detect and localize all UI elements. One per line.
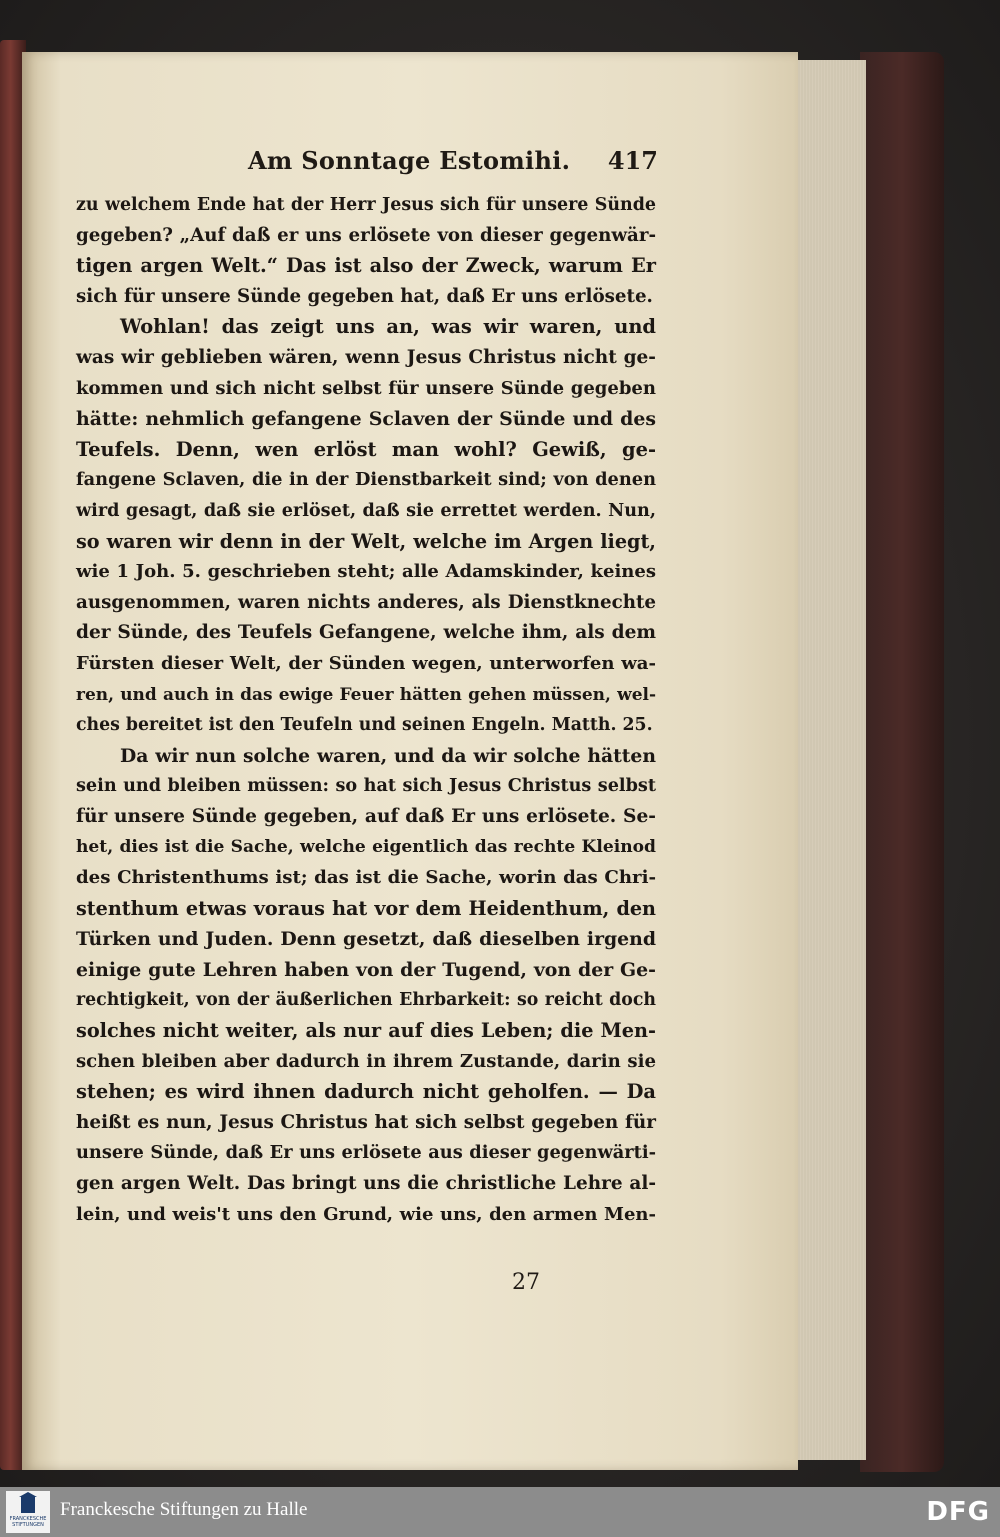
- book-cover-right: [860, 52, 944, 1472]
- text-line: lein, und weis't uns den Grund, wie uns, den armen Men-: [76, 1203, 656, 1225]
- text-line: gen argen Welt. Das bringt uns die christliche Lehre al-: [76, 1173, 656, 1194]
- text-line: zu welchem Ende hat der Herr Jesus sich für unsere Sünde: [76, 195, 656, 215]
- text-line: solches nicht weiter, als nur auf dies Leben; die Men-: [76, 1019, 656, 1043]
- page-edges: [790, 60, 866, 1460]
- text-line: sein und bleiben müssen: so hat sich Jesus Christus selbst: [76, 775, 656, 797]
- text-line: gegeben? „Auf daß er uns erlösete von dieser gegenwär-: [76, 224, 656, 246]
- text-line: stehen; es wird ihnen dadurch nicht geholfen. — Da: [76, 1080, 656, 1104]
- text-line: was wir geblieben wären, wenn Jesus Christus nicht ge-: [76, 346, 656, 368]
- text-line: Wohlan! das zeigt uns an, was wir waren, und: [120, 315, 656, 339]
- text-line: sich für unsere Sünde gegeben hat, daß Er uns erlösete.: [76, 285, 653, 307]
- text-line: kommen und sich nicht selbst für unsere Sünde gegeben: [76, 377, 656, 399]
- text-line: so waren wir denn in der Welt, welche im Argen liegt,: [76, 529, 656, 553]
- text-line: Fürsten dieser Welt, der Sünden wegen, unterworfen wa-: [76, 652, 656, 674]
- text-line: schen bleiben aber dadurch in ihrem Zustande, darin sie: [76, 1050, 656, 1072]
- text-line: tigen argen Welt.“ Das ist also der Zweck, warum Er: [76, 254, 656, 278]
- text-line: für unsere Sünde gegeben, auf daß Er uns erlösete. Se-: [76, 805, 656, 827]
- signature-mark: 27: [512, 1270, 540, 1295]
- logo-text: FRANCKESCHE STIFTUNGEN: [9, 1516, 47, 1528]
- text-line: fangene Sclaven, die in der Dienstbarkeit sind; von denen: [76, 469, 656, 491]
- text-line: Türken und Juden. Denn gesetzt, daß dieselben irgend: [76, 928, 656, 951]
- text-line: Teufels. Denn, wen erlöst man wohl? Gewiß, ge-: [76, 437, 656, 461]
- text-line: wird gesagt, daß sie erlöset, daß sie errettet werden. Nun,: [76, 499, 656, 521]
- running-title: Am Sonntage Estomihi.: [248, 146, 571, 175]
- footer-bar: [0, 1487, 1000, 1537]
- text-line: hätte: nehmlich gefangene Sclaven der Sünde und des: [76, 408, 656, 431]
- running-head: [248, 146, 658, 180]
- text-line: Da wir nun solche waren, und da wir solche hätten: [120, 744, 656, 767]
- text-line: des Christenthums ist; das ist die Sache, worin das Chri-: [76, 867, 656, 889]
- text-line: stenthum etwas voraus hat vor dem Heidenthum, den: [76, 896, 656, 920]
- text-line: ches bereitet ist den Teufeln und seinen Engeln. Matth. 25.: [76, 715, 653, 736]
- text-line: het, dies ist die Sache, welche eigentlich das rechte Kleinod: [76, 837, 656, 858]
- text-line: ausgenommen, waren nichts anderes, als Dienstknechte: [76, 591, 656, 613]
- page-number: 417: [607, 146, 658, 175]
- dfg-logo[interactable]: DFG: [926, 1497, 990, 1527]
- text-line: wie 1 Joh. 5. geschrieben steht; alle Adamskinder, keines: [76, 561, 656, 583]
- institution-name: Franckesche Stiftungen zu Halle: [60, 1499, 308, 1520]
- building-icon: [21, 1497, 35, 1513]
- text-line: rechtigkeit, von der äußerlichen Ehrbarkeit: so reicht doch: [76, 990, 656, 1011]
- text-line: der Sünde, des Teufels Gefangene, welche ihm, als dem: [76, 622, 656, 644]
- text-line: ren, und auch in das ewige Feuer hätten gehen müssen, wel-: [76, 684, 656, 705]
- franckesche-stiftungen-logo[interactable]: [6, 1491, 50, 1533]
- text-line: einige gute Lehren haben von der Tugend, von der Ge-: [76, 958, 656, 981]
- text-line: heißt es nun, Jesus Christus hat sich selbst gegeben für: [76, 1111, 656, 1133]
- text-line: unsere Sünde, daß Er uns erlösete aus dieser gegenwärti-: [76, 1142, 656, 1164]
- body-text: [76, 190, 656, 1230]
